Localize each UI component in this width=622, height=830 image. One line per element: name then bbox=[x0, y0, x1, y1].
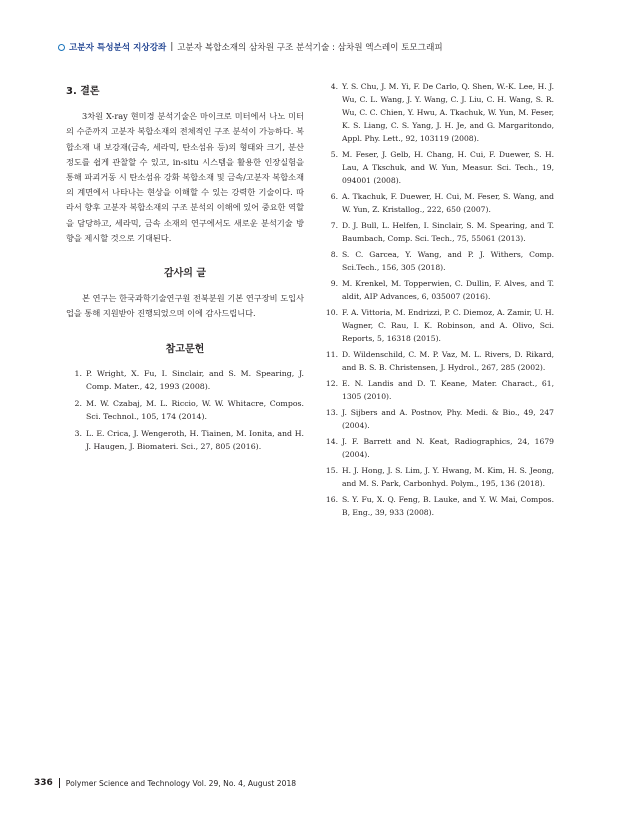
running-header bbox=[58, 38, 578, 56]
acknowledgment-heading: 감사의 글 bbox=[163, 268, 207, 280]
left-column bbox=[66, 80, 304, 457]
page-footer bbox=[34, 776, 434, 790]
reference-number: 14. bbox=[325, 437, 338, 446]
right-column bbox=[322, 80, 554, 522]
reference-item bbox=[322, 377, 554, 403]
reference-text: A. Tkachuk, F. Duewer, H. Cui, M. Feser, S. Wang, and W. Yun, Z. Kristallog., 222, 650 (2007). bbox=[342, 192, 554, 214]
reference-text: M. Krenkel, M. Topperwien, C. Dullin, F. Alves, and T. aldit, AIP Advances, 6, 035007 (2016). bbox=[342, 279, 554, 301]
journal-citation: Polymer Science and Technology Vol. 29, No. 4, August 2018 bbox=[65, 778, 297, 788]
reference-text: E. N. Landis and D. T. Keane, Mater. Charact., 61, 1305 (2010). bbox=[342, 379, 554, 401]
reference-item bbox=[66, 427, 304, 453]
reference-text: S. Y. Fu, X. Q. Feng, B. Lauke, and Y. W. Mai, Compos. B, Eng., 39, 933 (2008). bbox=[342, 495, 554, 517]
reference-item bbox=[66, 367, 304, 393]
reference-number: 9. bbox=[330, 279, 338, 288]
reference-item bbox=[322, 493, 554, 519]
reference-item bbox=[322, 248, 554, 274]
reference-item bbox=[66, 397, 304, 423]
reference-text: M. W. Czabaj, M. L. Riccio, W. W. Whitacre, Compos. Sci. Technol., 105, 174 (2014). bbox=[86, 398, 304, 421]
reference-number: 16. bbox=[325, 495, 338, 504]
reference-item bbox=[322, 406, 554, 432]
reference-list-left bbox=[66, 367, 304, 453]
reference-number: 6. bbox=[330, 192, 338, 201]
reference-number: 10. bbox=[325, 308, 338, 317]
reference-item bbox=[322, 435, 554, 461]
reference-item bbox=[322, 219, 554, 245]
reference-item bbox=[322, 306, 554, 345]
reference-text: D. Wildenschild, C. M. P. Vaz, M. L. Rivers, D. Rikard, and B. S. B. Christensen, J. Hydrol., 267, 285 (2002). bbox=[342, 350, 554, 372]
reference-item bbox=[322, 190, 554, 216]
header-separator: | bbox=[170, 42, 174, 52]
conclusion-heading: 3. 결론 bbox=[66, 86, 100, 97]
reference-text: J. Sijbers and A. Postnov, Phy. Medi. & Bio., 49, 247 (2004). bbox=[342, 408, 554, 430]
header-subtitle: 고분자 복합소재의 삼차원 구조 분석기술 : 삼차원 엑스레이 토모그래피 bbox=[177, 43, 443, 53]
reference-text: H. J. Hong, J. S. Lim, J. Y. Hwang, M. Kim, H. S. Jeong, and M. S. Park, Carbonhyd. Polym., 195, 136 (2018). bbox=[342, 466, 554, 488]
reference-number: 4. bbox=[330, 82, 338, 91]
reference-list-right bbox=[322, 80, 554, 519]
reference-text: S. C. Garcea, Y. Wang, and P. J. Withers, Comp. Sci.Tech., 156, 305 (2018). bbox=[342, 250, 554, 272]
references-heading: 참고문헌 bbox=[165, 343, 205, 355]
bullet-icon bbox=[58, 44, 65, 51]
reference-item bbox=[322, 464, 554, 490]
reference-item bbox=[322, 277, 554, 303]
reference-number: 13. bbox=[325, 408, 338, 417]
reference-text: J. F. Barrett and N. Keat, Radiographics, 24, 1679 (2004). bbox=[342, 437, 554, 459]
reference-number: 11. bbox=[325, 350, 338, 359]
reference-text: D. J. Bull, L. Helfen, I. Sinclair, S. M. Spearing, and T. Baumbach, Comp. Sci. Tech., 75, 55061 (2013). bbox=[342, 221, 554, 243]
reference-number: 12. bbox=[325, 379, 338, 388]
reference-text: L. E. Crica, J. Wengeroth, H. Tiainen, M. Ionita, and H. J. Haugen, J. Biomateri. Sci., 27, 805 (2016). bbox=[86, 428, 304, 451]
header-title: 고분자 특성분석 지상강좌 bbox=[69, 43, 167, 53]
reference-text: P. Wright, X. Fu, I. Sinclair, and S. M. Spearing, J. Comp. Mater., 42, 1993 (2008). bbox=[86, 368, 304, 391]
reference-number: 7. bbox=[330, 221, 338, 230]
reference-number: 1. bbox=[74, 368, 82, 378]
reference-text: F. A. Vittoria, M. Endrizzi, P. C. Diemoz, A. Zamir, U. H. Wagner, C. Rau, I. K. Robinson, and A. Olivo, Sci. Reports, 5, 16318 (2015). bbox=[342, 308, 554, 343]
reference-text: M. Feser, J. Gelb, H. Chang, H. Cui, F. Duewer, S. H. Lau, A Tkschuk, and W. Yun, Measur. Sci. Tech., 19, 094001 (2008). bbox=[342, 150, 554, 185]
reference-item bbox=[322, 148, 554, 187]
reference-text: Y. S. Chu, J. M. Yi, F. De Carlo, Q. Shen, W.-K. Lee, H. J. Wu, C. L. Wang, J. Y. Wang, C. J. Liu, C. H. Wang, S. R. Wu, C. C. Chien, Y. Hwu, A. Tkachuk, W. Yun, M. Feser, K. S. Liang, C. S. Yang, J. H. Je, and G. Margaritondo, Appl. Phy. Lett., 92, 103119 (2008). bbox=[342, 82, 554, 143]
reference-number: 5. bbox=[330, 150, 338, 159]
reference-number: 8. bbox=[330, 250, 338, 259]
reference-number: 3. bbox=[74, 428, 82, 438]
conclusion-paragraph: 3차원 X-ray 현미경 분석기술은 마이크로 미터에서 나노 미터의 수준까지 고분자 복합소재의 전체적인 구조 분석이 가능하다. 복합소재 내 보강재(금속, 세라믹, 탄소섬유 등)의 형태와 크기, 분산정도를 쉽게 관찰할 수 있고, in-situ 시스템을 활용한 인장실험을 통해 파괴거동 시 탄소섬유 강화 복합소재 및 금속/고분자 복합소재의 계면에서 나타나는 현상을 이해할 수 있는 강력한 기술이다. 따라서 향후 고분자 복합소재의 구조 분석의 이해에 있어 중요한 역할을 담당하고, 세라믹, 금속 소재의 연구에서도 새로운 분석기술 방향을 제시할 것으로 기대된다. bbox=[66, 111, 304, 243]
reference-item bbox=[322, 348, 554, 374]
reference-item bbox=[322, 80, 554, 145]
reference-number: 2. bbox=[74, 398, 82, 408]
acknowledgment-paragraph: 본 연구는 한국과학기술연구원 전북분원 기본 연구장비 도입사업을 통해 지원받아 진행되었으며 이에 감사드립니다. bbox=[66, 293, 304, 319]
reference-number: 15. bbox=[325, 466, 338, 475]
page-number: 336 bbox=[34, 778, 60, 788]
